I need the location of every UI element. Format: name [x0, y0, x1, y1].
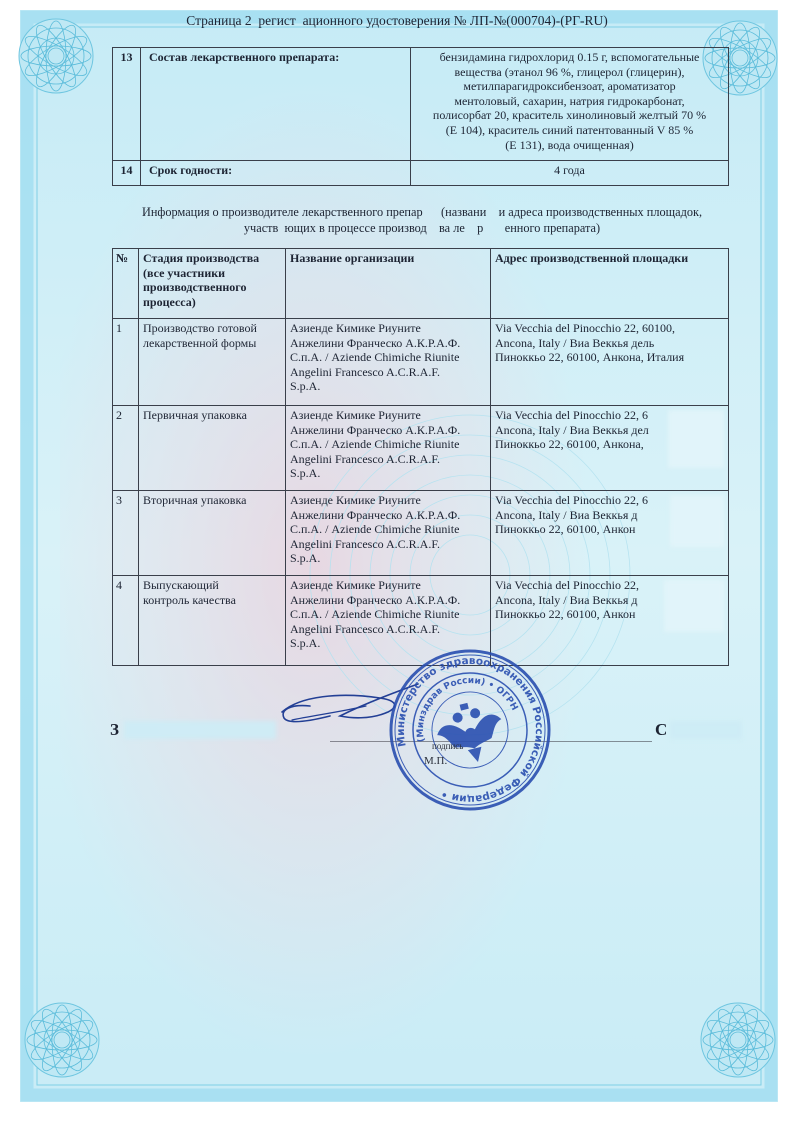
stage-cell: Выпускающий контроль качества — [139, 576, 286, 666]
redaction — [670, 495, 724, 547]
signature-caption: подпись — [432, 741, 464, 751]
row-number: 13 — [113, 48, 141, 161]
seal-caption: М.П. — [424, 755, 448, 767]
redaction — [124, 721, 276, 739]
row-number: 1 — [113, 319, 139, 406]
stage-cell: Производство готовой лекарственной формы — [139, 319, 286, 406]
organization-cell: Азиенде Кимике Риуните Анжелини Франческо А.К.Р.А.Ф. С.п.А. / Aziende Chimiche Riunite Angelini Francesco A.C.R.A.F. S.p.A. — [286, 406, 491, 491]
table-row — [113, 576, 729, 666]
column-header-organization: Название организации — [286, 249, 491, 319]
shelf-life-value: 4 года — [411, 161, 729, 186]
intro-line: Информация о производителе лекарственного препар (названи и адреса производственных площадок, — [141, 205, 703, 219]
column-header-address: Адрес производственной площадки — [491, 249, 729, 319]
stage-cell: Вторичная упаковка — [139, 491, 286, 576]
stamp-inner-text: (Минздрав России) • ОГРН — [415, 675, 520, 743]
stamp-outer-text: Министерство здравоохранения Российской Федерации • — [394, 654, 546, 806]
redaction — [670, 721, 742, 739]
organization-cell: Азиенде Кимике Риуните Анжелини Франческо А.К.Р.А.Ф. С.п.А. / Aziende Chimiche Riunite Angelini Francesco A.C.R.A.F. S.p.A. — [286, 576, 491, 666]
table-row — [113, 491, 729, 576]
details-table — [112, 47, 729, 186]
column-header-stage: Стадия производства (все участники производственного процесса) — [139, 249, 286, 319]
row-number: 4 — [113, 576, 139, 666]
organization-cell: Азиенде Кимике Риуните Анжелини Франческо А.К.Р.А.Ф. С.п.А. / Aziende Chimiche Riunite Angelini Francesco A.C.R.A.F. S.p.A. — [286, 491, 491, 576]
table-row — [113, 406, 729, 491]
signatory-right-initial: С — [655, 720, 668, 739]
stage-cell: Первичная упаковка — [139, 406, 286, 491]
composition-value: бензидамина гидрохлорид 0.15 г, вспомогательные вещества (этанол 96 %, глицерол (глицерин), метилпарагидроксибензоат, ароматизатор ментоловый, сахарин, натрия гидрокарбонат, полисорбат 20, краситель хинолиновый желтый 70 % (Е 104), краситель синий патентованный V 85 % (Е 131), вода очищенная) — [411, 48, 729, 161]
production-sites-table — [112, 248, 729, 666]
address-cell: Via Vecchia del Pinocchio 22, Ancona, Italy / Виа Веккья д Пиноккьо 22, 60100, Анкон — [491, 576, 729, 666]
address-cell: Via Vecchia del Pinocchio 22, 60100, Ancona, Italy / Виа Веккья дель Пиноккьо 22, 60100, Анкона, Италия — [491, 319, 729, 406]
table-row — [113, 161, 729, 186]
table-row — [113, 48, 729, 161]
manufacturer-info-intro — [108, 204, 736, 236]
column-header-number: № — [113, 249, 139, 319]
row-number: 3 — [113, 491, 139, 576]
row-number: 2 — [113, 406, 139, 491]
row-number: 14 — [113, 161, 141, 186]
organization-cell: Азиенде Кимике Риуните Анжелини Франческо А.К.Р.А.Ф. С.п.А. / Aziende Chimiche Riunite Angelini Francesco A.C.R.A.F. S.p.A. — [286, 319, 491, 406]
signatory-left-initial: З — [110, 720, 119, 739]
address-cell: Via Vecchia del Pinocchio 22, 6 Ancona, Italy / Виа Веккья д Пиноккьо 22, 60100, Анкон — [491, 491, 729, 576]
address-cell: Via Vecchia del Pinocchio 22, 6 Ancona, Italy / Виа Веккья дел Пиноккьо 22, 60100, Анкона, — [491, 406, 729, 491]
table-header-row — [113, 249, 729, 319]
redaction — [668, 410, 724, 468]
composition-label: Состав лекарственного препарата: — [141, 48, 411, 161]
page-header: Страница 2 регист ационного удостоверения № ЛП-№(000704)-(РГ-RU) — [186, 13, 608, 28]
table-row — [113, 319, 729, 406]
shelf-life-label: Срок годности: — [141, 161, 411, 186]
intro-line: участв ющих в процессе производ ва ле р енного препарата) — [243, 221, 601, 235]
redaction — [664, 580, 724, 632]
